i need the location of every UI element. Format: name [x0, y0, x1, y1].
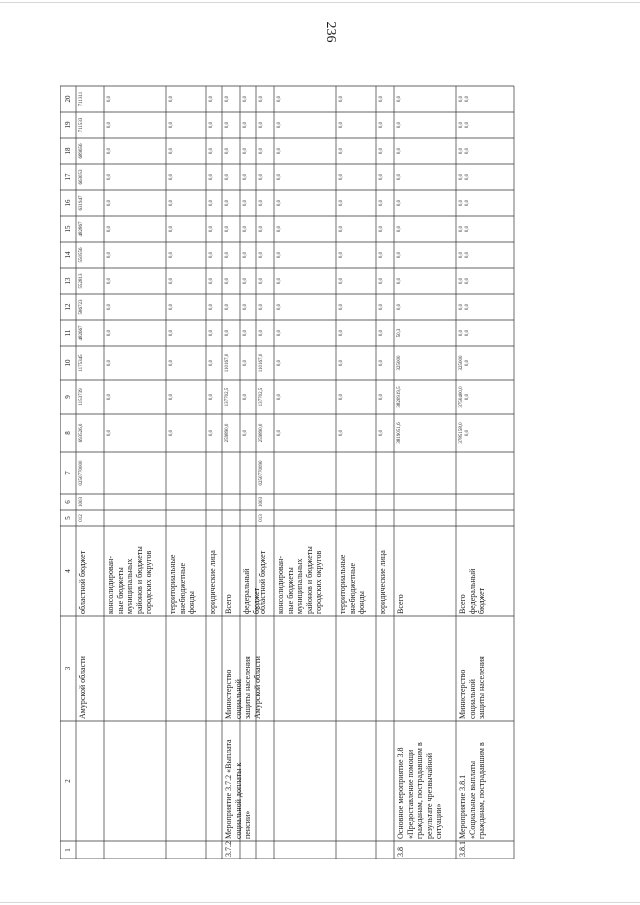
table-cell-value: 711311 [79, 91, 84, 107]
table-cell-value: 0,0 [107, 303, 112, 311]
table-cell-value: 0,0 [397, 173, 402, 181]
table-cell-value: 0,0 [397, 95, 402, 103]
column-header: 4 [64, 569, 72, 573]
table-cell-value: 0,0 [339, 429, 344, 437]
column-header: 1 [64, 848, 72, 852]
table-cell-value: 137702,5 [225, 387, 230, 407]
table-cell-value: 0,0 [209, 277, 214, 285]
table-cell-value: 0,0 [339, 303, 344, 311]
table-cell-value: 0,0 [169, 121, 174, 129]
table-cell-value: 0,0 [379, 393, 384, 401]
table-cell-value: 0,0 [379, 199, 384, 207]
table-cell-value: 0,0 0,0 [459, 225, 470, 233]
table-cell-value: 0,0 [379, 147, 384, 155]
table-cell-value: 50,3 [397, 328, 402, 338]
column-header: 18 [64, 147, 72, 155]
table-cell-value: 0,0 [225, 329, 230, 337]
table-cell-value: 0,0 0,0 [459, 251, 470, 259]
table-cell-value: 3750400,0 0,0 [459, 386, 470, 408]
table-cell-value: 0,0 [209, 329, 214, 337]
table-cell-value: 0,0 [169, 173, 174, 181]
table-cell-value: 0,0 [107, 225, 112, 233]
table-cell-value: 325000 0,0 [459, 355, 470, 371]
table-cell-value: 0,0 [397, 303, 402, 311]
table-cell-value: 0,0 [225, 303, 230, 311]
table-cell-value: 0,0 [379, 225, 384, 233]
table-cell-text: Всего [224, 594, 233, 614]
table-cell-value: 1153739 [79, 388, 84, 406]
table-cell-value: 0,0 [259, 199, 264, 207]
table-cell-value: 0,0 [243, 147, 248, 155]
table-cell-value: 0,0 [225, 225, 230, 233]
table-cell-value: 0,0 0,0 [459, 199, 470, 207]
table-cell-value: 0,0 [225, 95, 230, 103]
table-cell-value: 711533 [79, 117, 84, 133]
table-cell-value: 0,0 [397, 147, 402, 155]
table-cell-value: 0,0 [169, 277, 174, 285]
table-cell-value: 013 [259, 514, 264, 522]
table-cell-value: 0,0 [379, 277, 384, 285]
table-cell-value: 0,0 [259, 277, 264, 285]
table-cell-value: 137702,5 [259, 387, 264, 407]
table-cell-value: 0,0 0,0 [459, 329, 470, 337]
table-cell-value: 0,0 [169, 225, 174, 233]
table-cell-value: 0,0 [339, 173, 344, 181]
column-header: 5 [64, 516, 72, 520]
table-cell-value: 0,0 [107, 329, 112, 337]
table-cell-value: 0,0 [259, 95, 264, 103]
table-cell-text: Основное мероприятие 3.8 «Предоставление помощи гражданам, пострадавшим в результате чрезвычайной ситуации» [396, 742, 443, 839]
table-cell-value: 110167,0 [259, 353, 264, 373]
table-cell-value: 0,0 [243, 173, 248, 181]
table-cell-value: 0,0 [169, 251, 174, 259]
table-cell-value: 0,0 [397, 199, 402, 207]
table-cell-value: 0,0 [379, 121, 384, 129]
table-cell-text: территориальные внебюджетные фонды [168, 554, 196, 614]
table-cell-value: 1175345 [79, 354, 84, 372]
table-cell-text: консолидирован- ные бюджеты муниципальных районов и бюджеты городских округов [276, 546, 323, 614]
table-cell-value: 0,0 [397, 121, 402, 129]
table-cell-value: 259890,0 [225, 423, 230, 443]
table-cell-value: 0250770090 [259, 460, 264, 486]
table-grid [60, 59, 610, 859]
table-cell-value: 0,0 [209, 303, 214, 311]
table-cell-value: 0,0 [209, 225, 214, 233]
table-cell-value: 0,0 [339, 121, 344, 129]
table-cell-value: 482867 [79, 221, 84, 237]
column-header: 10 [64, 359, 72, 367]
table-cell-value: 0,0 [107, 95, 112, 103]
table-cell-value: 0,0 [277, 225, 282, 233]
table-cell-value: 110167,0 [225, 353, 230, 373]
table-cell-value: 0,0 [259, 329, 264, 337]
table-cell-value: 0,0 [225, 121, 230, 129]
table-cell-value: 0,0 [107, 359, 112, 367]
table-cell-text: Мероприятие 3.7.2 «Выплата социальной доплаты к пенсии» [224, 739, 252, 839]
table-cell-value: 0,0 [243, 429, 248, 437]
table-cell-value: 631947 [79, 195, 84, 211]
table-cell-value: 0,0 [225, 251, 230, 259]
table-cell-value: 693526,0 [79, 423, 84, 443]
table-cell-value: 0,0 [259, 251, 264, 259]
table-cell-value: 0,0 [225, 147, 230, 155]
table-cell-value: 0,0 0,0 [459, 95, 470, 103]
table-cell-value: 0,0 [243, 359, 248, 367]
table-cell-value: 0,0 [339, 225, 344, 233]
scan-edge-bottom [0, 902, 640, 903]
table-cell-value: 0,0 [209, 147, 214, 155]
table-cell-value: 0,0 [339, 95, 344, 103]
column-header: 7 [64, 471, 72, 475]
table-cell-value: 0,0 0,0 [459, 147, 470, 155]
table-cell-value: 0,0 [169, 95, 174, 103]
table-cell-value: 0,0 [379, 173, 384, 181]
table-cell-text: Амурской области [78, 656, 87, 719]
table-cell-value: 0,0 [277, 393, 282, 401]
column-header: 8 [64, 431, 72, 435]
column-header: 12 [64, 303, 72, 311]
table-cell-value: 0,0 [379, 429, 384, 437]
column-header: 17 [64, 173, 72, 181]
table-cell-value: 3819051,6 [397, 422, 402, 444]
table-cell-text: федеральный бюджет [242, 568, 261, 614]
table-cell-value: 0,0 [169, 199, 174, 207]
column-header: 14 [64, 251, 72, 259]
table-cell-value: 0,0 [379, 359, 384, 367]
table-cell-value: 0,0 0,0 [459, 303, 470, 311]
table-cell-value: 0,0 [277, 329, 282, 337]
table-cell-value: 0,0 0,0 [459, 277, 470, 285]
table-cell-value: 550556 [79, 247, 84, 263]
table-cell-value: 0,0 [277, 95, 282, 103]
table-cell-value: 689656 [79, 143, 84, 159]
rotated-table-frame [60, 0, 610, 859]
table-cell-value: 0,0 [397, 277, 402, 285]
table-cell-text: консолидирован- ные бюджеты муниципальных районов и бюджеты городских округов [106, 546, 153, 614]
table-cell-value: 0,0 [277, 199, 282, 207]
table-cell-value: 0,0 [209, 251, 214, 259]
table-cell-text: юридические лица [208, 550, 217, 614]
table-cell-value: 0,0 [339, 277, 344, 285]
table-cell-value: 0,0 [169, 359, 174, 367]
table-cell-text: Всего федеральный бюджет [458, 568, 486, 614]
table-cell-value: 0,0 [107, 173, 112, 181]
table-cell-value: 552813 [79, 273, 84, 289]
table-cell-value: 0,0 [243, 121, 248, 129]
table-cell-value: 0,0 [259, 173, 264, 181]
table-cell-value: 482667 [79, 325, 84, 341]
table-cell-value: 0,0 [107, 251, 112, 259]
table-cell-value: 0,0 [107, 277, 112, 285]
page-number: 236 [323, 21, 338, 43]
table-cell-value: 012 [79, 514, 84, 522]
column-header: 11 [64, 329, 72, 337]
table-cell-value: 0,0 0,0 [459, 173, 470, 181]
table-cell-value: 0,0 [339, 359, 344, 367]
table-cell-value: 0,0 [339, 147, 344, 155]
table-cell-value: 0,0 [169, 147, 174, 155]
table-cell-value: 0,0 [339, 393, 344, 401]
column-header: 20 [64, 95, 72, 103]
table-cell-value: 0,0 [225, 277, 230, 285]
table-cell-value: 0,0 [225, 199, 230, 207]
column-header: 15 [64, 225, 72, 233]
table-cell-text: 3.8 [396, 847, 405, 857]
table-cell-value: 259890,0 [259, 423, 264, 443]
table-cell-value: 0,0 [379, 303, 384, 311]
table-cell-value: 1003 [79, 497, 84, 507]
table-cell-value: 0,0 [107, 199, 112, 207]
table-cell-value: 0,0 [259, 121, 264, 129]
column-header: 13 [64, 277, 72, 285]
table-cell-text: Министерство социальной защиты населения Амурской области [224, 656, 262, 719]
table-cell-value: 0,0 [243, 329, 248, 337]
table-cell-value: 0,0 [209, 429, 214, 437]
table-cell-value: 0,0 [397, 251, 402, 259]
table-cell-value: 0,0 [277, 251, 282, 259]
table-cell-value: 0,0 [107, 121, 112, 129]
table-cell-value: 0,0 [225, 173, 230, 181]
column-header: 3 [64, 666, 72, 671]
budget-table [60, 59, 610, 859]
table-cell-value: 3820919,5 [397, 386, 402, 408]
table-cell-text: областной бюджет [78, 550, 87, 614]
table-cell-value: 0250770000 [79, 460, 84, 486]
table-cell-value: 0,0 [243, 303, 248, 311]
table-cell-value: 0,0 [209, 173, 214, 181]
table-cell-value: 0,0 [259, 225, 264, 233]
table-cell-value: 0,0 [277, 429, 282, 437]
table-cell-text: Министерство социальной защиты населения [458, 656, 486, 719]
table-cell-value: 0,0 [243, 277, 248, 285]
column-header: 16 [64, 199, 72, 207]
table-cell-value: 0,0 [243, 225, 248, 233]
table-cell-value: 0,0 [277, 121, 282, 129]
table-cell-value: 1003 [259, 497, 264, 507]
table-cell-value: 0,0 [243, 95, 248, 103]
table-cell-value: 0,0 [243, 199, 248, 207]
table-cell-value: 0,0 [277, 359, 282, 367]
table-cell-text: областной бюджет [258, 550, 267, 614]
table-cell-value: 0,0 [277, 303, 282, 311]
table-cell-value: 0,0 [209, 359, 214, 367]
table-cell-value: 0,0 [169, 303, 174, 311]
column-header: 9 [64, 395, 72, 399]
table-cell-value: 0,0 [259, 303, 264, 311]
table-cell-value: 0,0 [243, 251, 248, 259]
table-cell-text: юридические лица [378, 550, 387, 614]
table-cell-value: 0,0 [339, 251, 344, 259]
table-cell-value: 0,0 [209, 199, 214, 207]
table-cell-value: 0,0 [277, 173, 282, 181]
table-cell-text: территориальные внебюджетные фонды [338, 554, 366, 614]
table-cell-value: 0,0 [379, 95, 384, 103]
table-cell-value: 0,0 [243, 393, 248, 401]
table-cell-text: 3.8.1 [458, 841, 467, 857]
table-cell-value: 0,0 [259, 147, 264, 155]
table-cell-value: 0,0 [107, 393, 112, 401]
table-cell-value: 0,0 [379, 251, 384, 259]
table-cell-value: 0,0 [107, 147, 112, 155]
table-cell-value: 0,0 [169, 393, 174, 401]
table-cell-value: 0,0 [339, 329, 344, 337]
table-cell-text: 3.7.2 [224, 841, 233, 857]
table-cell-text: Всего [396, 594, 405, 614]
table-cell-value: 663053 [79, 169, 84, 185]
table-cell-value: 0,0 [107, 429, 112, 437]
table-cell-value: 586723 [79, 299, 84, 315]
table-cell-value: 0,0 [209, 121, 214, 129]
table-cell-value: 0,0 [397, 225, 402, 233]
table-cell-value: 0,0 [169, 329, 174, 337]
table-cell-value: 0,0 [277, 147, 282, 155]
table-cell-value: 3785158,0 0,0 [459, 422, 470, 444]
table-cell-value: 0,0 [339, 199, 344, 207]
table-cell-value: 0,0 [209, 95, 214, 103]
column-header: 6 [64, 500, 72, 504]
table-cell-value: 325000 [397, 355, 402, 371]
column-header: 2 [64, 779, 72, 783]
table-cell-value: 0,0 [379, 329, 384, 337]
table-cell-value: 0,0 [277, 277, 282, 285]
table-cell-value: 0,0 0,0 [459, 121, 470, 129]
table-cell-text: Мероприятие 3.8.1 «Социальные выплаты гражданам, пострадавшим в [458, 742, 486, 839]
column-header: 19 [64, 121, 72, 129]
table-cell-value: 0,0 [169, 429, 174, 437]
table-cell-value: 0,0 [209, 393, 214, 401]
